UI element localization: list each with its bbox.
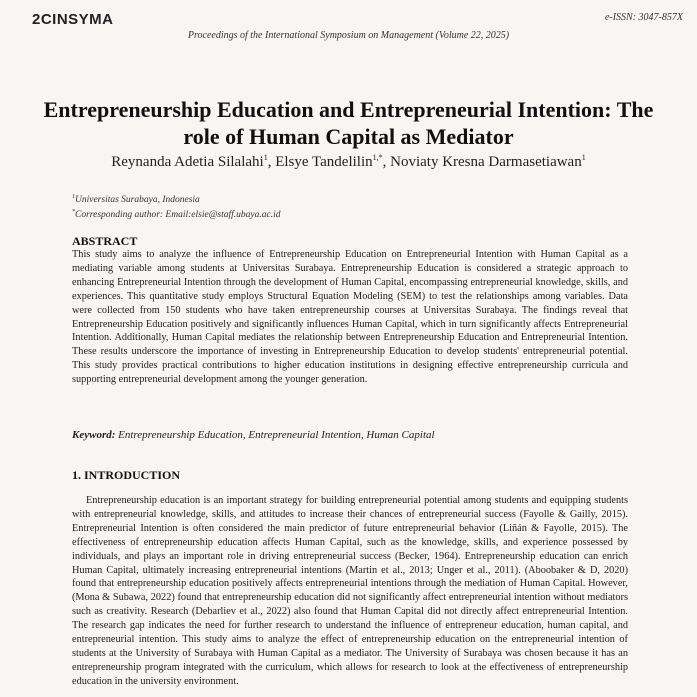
affiliation-block: [72, 191, 281, 221]
corresponding-text: Corresponding author: Email:elsie@staff.ubaya.ac.id: [75, 210, 281, 221]
issn-label: e-ISSN: 3047-857X: [604, 12, 683, 23]
author-affiliation-mark: 1,*: [372, 153, 383, 162]
proceedings-line: Proceedings of the International Symposium on Management (Volume 22, 2025): [187, 30, 510, 41]
author-separator: ,: [267, 154, 276, 170]
keywords-text: Entrepreneurship Education, Entrepreneurial Intention, Human Capital: [118, 429, 435, 441]
author-list: [0, 153, 697, 171]
author-affiliation-mark: 1: [263, 153, 268, 162]
keywords-line: [72, 429, 632, 441]
author-name: Reynanda Adetia Silalahi: [111, 154, 264, 170]
author-separator: ,: [382, 154, 391, 170]
author-name: Noviaty Kresna Darmasetiawan: [390, 154, 582, 170]
abstract-text: This study aims to analyze the influence of Entrepreneurship Education on Entrepreneurial Intention with Human Capital as a mediating variable among students at Universitas Surabaya. Entrepreneurship Education is considered a strategic approach to enhancing Entrepreneurial Intention through the development of Human Capital, encompassing entrepreneurial knowledge, skills, and experiences. This quantitative study employs Structural Equation Modeling (SEM) to test the relationships among variables. Data were collected from 150 students who have taken entrepreneurship courses at Universitas Surabaya. The findings reveal that Entrepreneurship Education positively and significantly influences Human Capital, which in turn significantly affects Entrepreneurial Intention. Additionally, Human Capital mediates the relationship between Entrepreneurship Education and Entrepreneurial Intention. These results underscore the importance of investing in Entrepreneurship Education to develop students' entrepreneurial potential. This study provides practical contributions to higher education institutions in designing effective entrepreneurship curricula and supporting entrepreneurial development among the younger generation.: [72, 249, 628, 386]
affiliation-line: [72, 191, 281, 206]
introduction-text: Entrepreneurship education is an important strategy for building entrepreneurial potential among students and equipping students with entrepreneurial knowledge, skills, and attitudes to increase their chances of entrepreneurial success (Fayolle & Gailly, 2015). Entrepreneurial Intention is often considered the main predictor of future entrepreneurial behavior (Liñán & Fayolle, 2015). The effectiveness of entrepreneurship education affects Human Capital, such as the knowledge, skills, and experience possessed by individuals, and plays an important role in driving entrepreneurial success (Becker, 1964). Entrepreneurship education can enrich Human Capital, ultimately increasing entrepreneurial intentions (Martin et al., 2013; Unger et al., 2011). (Aboobaker & D, 2020) found that entrepreneurship education positively affects entrepreneurial intentions through the mediation of Human Capital. However, (Mona & Subawa, 2022) found that entrepreneurship education did not significantly affect entrepreneurial intention without mediators such as creativity. Research (Debarliev et al., 2022) also found that Human Capital did not directly affect entrepreneurial Intention. The research gap indicates the need for further research to understand the influence of entrepreneur education, human capital, and entrepreneurial intention. This study aims to analyze the effect of entrepreneurship education on the entrepreneurial intention of students at the University of Surabaya with Human Capital as a mediator. The University of Surabaya was chosen because it has an entrepreneurship program integrated with the curriculum, which allows for research to look at the effectiveness of entrepreneurship education in the university environment.: [72, 495, 628, 687]
abstract-heading: ABSTRACT: [72, 234, 138, 248]
affiliation-text: Universitas Surabaya, Indonesia: [75, 195, 200, 206]
author-affiliation-mark: 1: [581, 153, 586, 162]
affiliation-mark: 1: [72, 194, 75, 200]
conference-logo: 2CINSYMA: [32, 11, 114, 28]
corresponding-mark: *: [72, 209, 75, 216]
corresponding-line: [72, 206, 281, 221]
section-heading: 1. INTRODUCTION: [72, 468, 181, 482]
paper-title: Entrepreneurship Education and Entrepreneurial Intention: The role of Human Capital as Mediator: [43, 97, 654, 149]
keywords-label: Keyword:: [72, 429, 116, 441]
author-name: Elsye Tandelilin: [275, 154, 373, 170]
